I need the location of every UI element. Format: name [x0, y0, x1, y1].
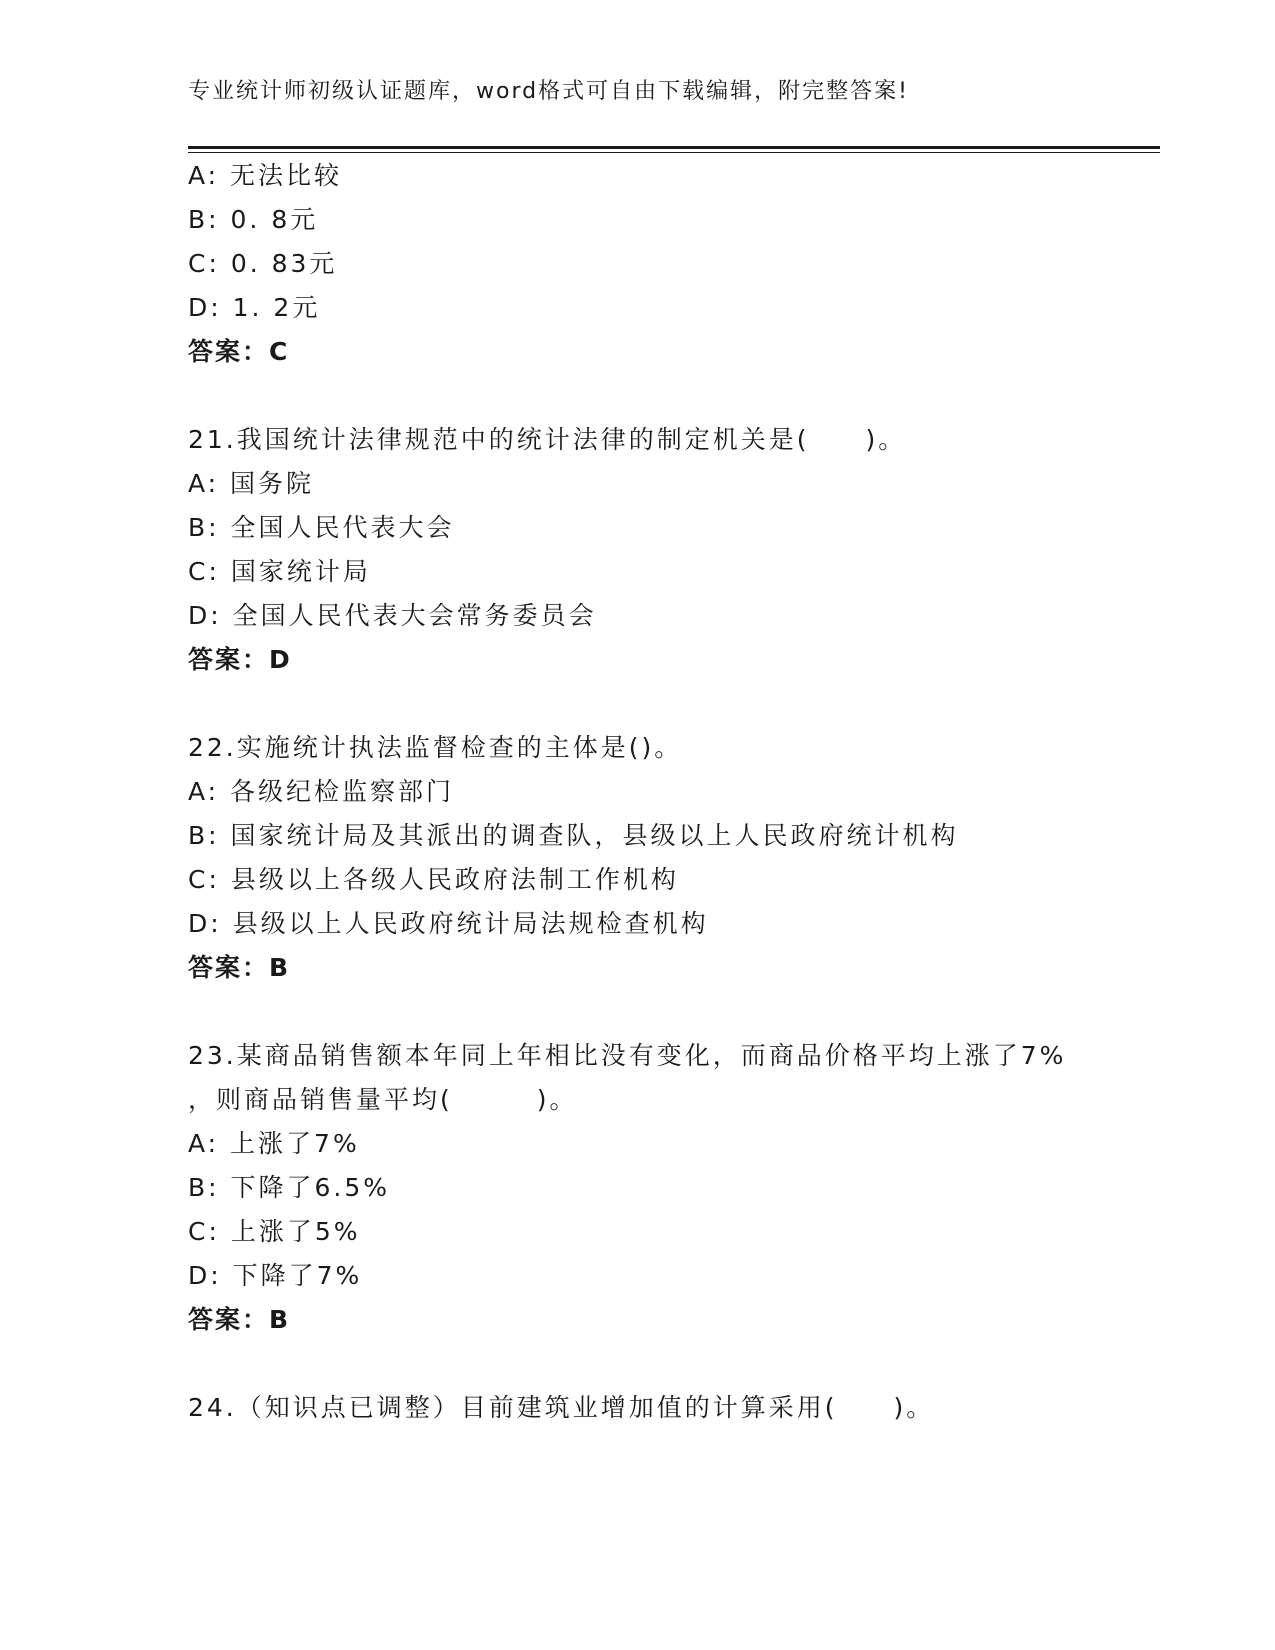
answer-line: 答案：C [188, 337, 290, 366]
answer-line: 答案：B [188, 1305, 291, 1334]
question-21-stem: 21.我国统计法律规范中的统计法律的制定机关是( )。 [188, 425, 907, 454]
option-c: C: 上涨了5% [188, 1217, 361, 1246]
option-d: D: 全国人民代表大会常务委员会 [188, 601, 597, 630]
header-divider-thick [188, 146, 1160, 149]
option-a: A: 国务院 [188, 469, 315, 498]
option-c: C: 县级以上各级人民政府法制工作机构 [188, 865, 679, 894]
answer-line: 答案：D [188, 645, 292, 674]
option-a: A: 上涨了7% [188, 1129, 360, 1158]
option-b: B: 下降了6.5% [188, 1173, 391, 1202]
option-b: B: 全国人民代表大会 [188, 513, 455, 542]
option-d: D: 下降了7% [188, 1261, 363, 1290]
option-d: D: 县级以上人民政府统计局法规检查机构 [188, 909, 709, 938]
answer-line: 答案：B [188, 953, 291, 982]
question-24-stem: 24.（知识点已调整）目前建筑业增加值的计算采用( )。 [188, 1393, 935, 1422]
question-23-stem-continued: ，则商品销售量平均( )。 [188, 1085, 578, 1114]
option-d: D: 1. 2元 [188, 293, 321, 322]
header-divider-thin [188, 152, 1160, 153]
option-a: A: 各级纪检监察部门 [188, 777, 455, 806]
page-header: 专业统计师初级认证题库，word格式可自由下载编辑，附完整答案! [188, 79, 909, 104]
option-b: B: 国家统计局及其派出的调查队，县级以上人民政府统计机构 [188, 821, 959, 850]
question-23-stem: 23.某商品销售额本年同上年相比没有变化，而商品价格平均上涨了7% [188, 1041, 1067, 1070]
option-b: B: 0. 8元 [188, 205, 319, 234]
option-a: A: 无法比较 [188, 161, 343, 190]
question-22-stem: 22.实施统计执法监督检查的主体是()。 [188, 733, 683, 762]
option-c: C: 0. 83元 [188, 249, 338, 278]
option-c: C: 国家统计局 [188, 557, 371, 586]
